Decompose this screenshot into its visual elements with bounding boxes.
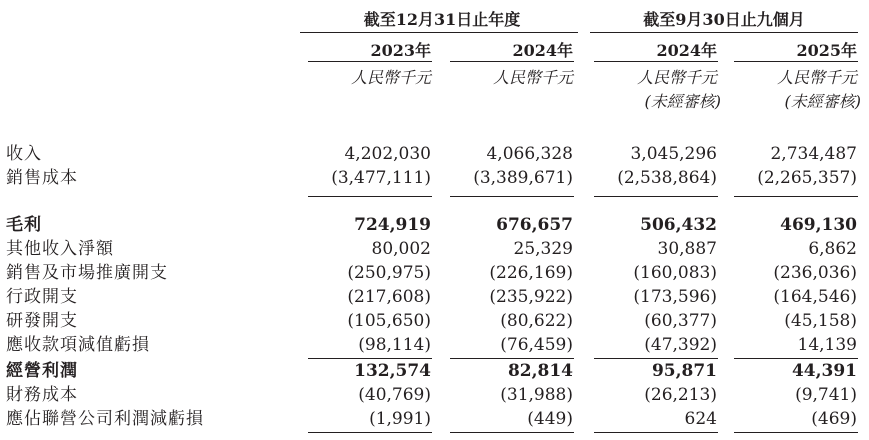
cell: (3,389,671) [473,168,573,188]
year-rule-4 [734,61,858,62]
cell: 82,814 [507,361,573,381]
cell: (2,265,357) [757,168,857,188]
unit-label-2: 人民幣千元 [492,68,573,87]
row-gross-profit [0,214,869,236]
bottom-rule-1 [308,432,432,433]
cell: 469,130 [780,215,857,235]
cell: 506,432 [640,215,717,235]
row-label: 毛利 [6,215,42,235]
cell: (164,546) [773,287,857,307]
unit-label-3: 人民幣千元 [636,68,717,87]
cell: (80,622) [500,311,573,331]
year-header-1: 2023年 [370,41,431,60]
cell: 30,887 [657,239,717,259]
row-label: 經營利潤 [6,361,78,381]
cell: (60,377) [644,311,717,331]
row-label: 收入 [6,144,42,164]
cell: (9,741) [795,385,857,405]
cell: (98,114) [358,335,431,355]
row-rd-expenses [0,310,869,332]
subtotal-rule-mid-1 [308,358,432,359]
year-header-2: 2024年 [512,41,573,60]
cell: 44,391 [791,361,857,381]
bottom-rule-3 [594,432,718,433]
row-cost-of-sales [0,167,869,189]
cell: (3,477,111) [331,168,431,188]
cell: 80,002 [371,239,431,259]
cell: (469) [811,409,857,429]
cell: (236,036) [773,263,857,283]
period-header-9m: 截至9月30日止九個月 [643,10,805,29]
cell: (250,975) [347,263,431,283]
year-header-4: 2025年 [796,41,857,60]
row-label: 銷售成本 [6,168,78,188]
unaudited-label-3: (未經審核) [644,92,721,111]
row-finance-costs [0,384,869,406]
cell: (2,538,864) [617,168,717,188]
cell: (40,769) [358,385,431,405]
cell: 676,657 [496,215,573,235]
bottom-rule-2 [450,432,574,433]
unit-label-4: 人民幣千元 [776,68,857,87]
cell: (449) [527,409,573,429]
row-operating-profit [0,360,869,382]
header-rule-9m [590,32,858,33]
cell: (173,596) [633,287,717,307]
cell: (226,169) [489,263,573,283]
year-rule-1 [308,61,432,62]
row-label: 應佔聯營公司利潤減虧損 [6,409,204,429]
year-rule-3 [594,61,718,62]
row-impairment-losses [0,334,869,356]
year-header-3: 2024年 [656,41,717,60]
cell: 4,066,328 [486,144,573,164]
subtotal-rule-top-2 [450,196,574,197]
cell: (217,608) [347,287,431,307]
subtotal-rule-top-3 [594,196,718,197]
row-other-income [0,238,869,260]
unaudited-label-4: (未經審核) [784,92,861,111]
row-label: 其他收入淨額 [6,239,114,259]
cell: 95,871 [651,361,717,381]
year-rule-2 [450,61,574,62]
period-header-fy: 截至12月31日止年度 [363,10,521,29]
cell: (26,213) [644,385,717,405]
row-share-of-associates [0,408,869,430]
row-selling-expenses [0,262,869,284]
cell: 4,202,030 [344,144,431,164]
subtotal-rule-top-1 [308,196,432,197]
cell: (235,922) [489,287,573,307]
cell: (45,158) [784,311,857,331]
cell: 3,045,296 [630,144,717,164]
cell: (105,650) [347,311,431,331]
subtotal-rule-mid-3 [594,358,718,359]
bottom-rule-4 [734,432,858,433]
cell: 25,329 [513,239,573,259]
row-label: 財務成本 [6,385,78,405]
unit-label-1: 人民幣千元 [350,68,431,87]
row-label: 銷售及市場推廣開支 [6,263,168,283]
subtotal-rule-top-4 [734,196,858,197]
cell: (31,988) [500,385,573,405]
cell: 2,734,487 [770,144,857,164]
cell: 724,919 [354,215,431,235]
subtotal-rule-mid-4 [734,358,858,359]
cell: 132,574 [354,361,431,381]
cell: 6,862 [808,239,857,259]
row-label: 行政開支 [6,287,78,307]
row-revenue [0,143,869,165]
cell: (1,991) [369,409,431,429]
subtotal-rule-mid-2 [450,358,574,359]
row-label: 應收款項減值虧損 [6,335,150,355]
header-rule-fy [300,32,578,33]
row-admin-expenses [0,286,869,308]
cell: (47,392) [644,335,717,355]
cell: (160,083) [633,263,717,283]
cell: (76,459) [500,335,573,355]
row-label: 研發開支 [6,311,78,331]
cell: 624 [684,409,717,429]
cell: 14,139 [797,335,857,355]
